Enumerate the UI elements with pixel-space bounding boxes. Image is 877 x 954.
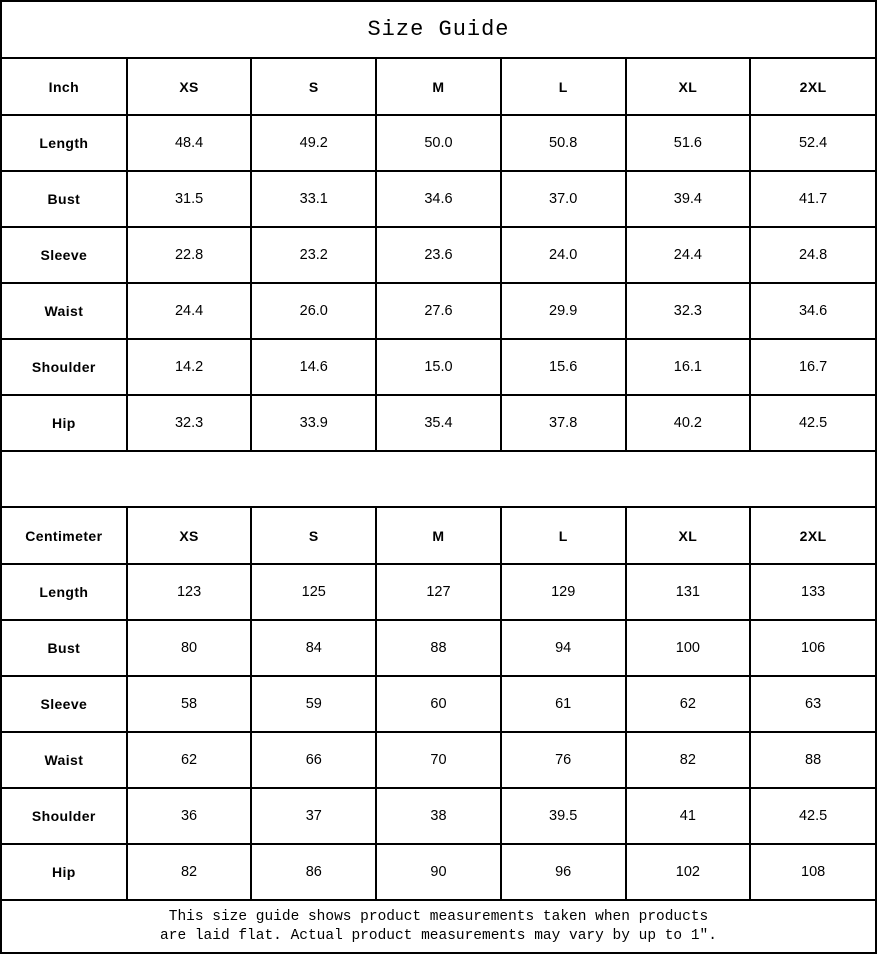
page-title: Size Guide <box>2 2 875 59</box>
table-row <box>2 283 875 339</box>
value-cell: 16.1 <box>626 339 751 395</box>
value-cell: 80 <box>127 620 252 676</box>
table-row <box>2 844 875 900</box>
value-cell: 37.8 <box>501 395 626 451</box>
size-header-cell: S <box>251 508 376 564</box>
measurement-disclaimer <box>2 901 875 952</box>
row-label-cell: Shoulder <box>2 339 127 395</box>
value-cell: 41.7 <box>750 171 875 227</box>
value-cell: 23.6 <box>376 227 501 283</box>
value-cell: 39.4 <box>626 171 751 227</box>
table-row <box>2 395 875 451</box>
value-cell: 84 <box>251 620 376 676</box>
value-cell: 34.6 <box>376 171 501 227</box>
value-cell: 129 <box>501 564 626 620</box>
value-cell: 123 <box>127 564 252 620</box>
value-cell: 100 <box>626 620 751 676</box>
size-header-cell: M <box>376 59 501 115</box>
value-cell: 59 <box>251 676 376 732</box>
value-cell: 60 <box>376 676 501 732</box>
size-header-cell: XL <box>626 508 751 564</box>
value-cell: 94 <box>501 620 626 676</box>
size-header-row <box>2 508 875 564</box>
value-cell: 33.9 <box>251 395 376 451</box>
size-header-cell: XL <box>626 59 751 115</box>
value-cell: 90 <box>376 844 501 900</box>
value-cell: 86 <box>251 844 376 900</box>
unit-header-cell: Inch <box>2 59 127 115</box>
row-label-cell: Bust <box>2 171 127 227</box>
row-label-cell: Hip <box>2 395 127 451</box>
value-cell: 82 <box>626 732 751 788</box>
value-cell: 50.8 <box>501 115 626 171</box>
value-cell: 34.6 <box>750 283 875 339</box>
value-cell: 76 <box>501 732 626 788</box>
size-header-cell: 2XL <box>750 508 875 564</box>
value-cell: 26.0 <box>251 283 376 339</box>
value-cell: 133 <box>750 564 875 620</box>
value-cell: 50.0 <box>376 115 501 171</box>
table-row <box>2 339 875 395</box>
value-cell: 82 <box>127 844 252 900</box>
size-header-cell: L <box>501 508 626 564</box>
value-cell: 39.5 <box>501 788 626 844</box>
value-cell: 52.4 <box>750 115 875 171</box>
value-cell: 31.5 <box>127 171 252 227</box>
value-cell: 106 <box>750 620 875 676</box>
value-cell: 14.2 <box>127 339 252 395</box>
value-cell: 66 <box>251 732 376 788</box>
value-cell: 49.2 <box>251 115 376 171</box>
value-cell: 88 <box>376 620 501 676</box>
table-row <box>2 676 875 732</box>
value-cell: 127 <box>376 564 501 620</box>
unit-header-cell: Centimeter <box>2 508 127 564</box>
row-label-cell: Bust <box>2 620 127 676</box>
value-cell: 88 <box>750 732 875 788</box>
value-cell: 131 <box>626 564 751 620</box>
value-cell: 61 <box>501 676 626 732</box>
centimeter-size-table <box>2 508 875 901</box>
value-cell: 40.2 <box>626 395 751 451</box>
value-cell: 37 <box>251 788 376 844</box>
size-header-cell: S <box>251 59 376 115</box>
row-label-cell: Length <box>2 115 127 171</box>
value-cell: 16.7 <box>750 339 875 395</box>
value-cell: 41 <box>626 788 751 844</box>
value-cell: 15.6 <box>501 339 626 395</box>
value-cell: 96 <box>501 844 626 900</box>
value-cell: 62 <box>127 732 252 788</box>
value-cell: 48.4 <box>127 115 252 171</box>
size-header-cell: M <box>376 508 501 564</box>
disclaimer-line-1: This size guide shows product measurements taken when products <box>168 908 709 925</box>
value-cell: 33.1 <box>251 171 376 227</box>
table-row <box>2 788 875 844</box>
value-cell: 38 <box>376 788 501 844</box>
row-label-cell: Sleeve <box>2 676 127 732</box>
table-row <box>2 227 875 283</box>
value-cell: 51.6 <box>626 115 751 171</box>
size-header-cell: XS <box>127 508 252 564</box>
table-row <box>2 115 875 171</box>
value-cell: 102 <box>626 844 751 900</box>
value-cell: 24.4 <box>127 283 252 339</box>
row-label-cell: Hip <box>2 844 127 900</box>
row-label-cell: Sleeve <box>2 227 127 283</box>
size-header-cell: 2XL <box>750 59 875 115</box>
table-spacer <box>2 452 875 508</box>
table-row <box>2 620 875 676</box>
row-label-cell: Shoulder <box>2 788 127 844</box>
value-cell: 22.8 <box>127 227 252 283</box>
disclaimer-line-2: are laid flat. Actual product measurements may vary by up to 1″. <box>160 927 717 944</box>
value-cell: 37.0 <box>501 171 626 227</box>
value-cell: 24.0 <box>501 227 626 283</box>
value-cell: 15.0 <box>376 339 501 395</box>
size-header-cell: L <box>501 59 626 115</box>
row-label-cell: Length <box>2 564 127 620</box>
value-cell: 24.8 <box>750 227 875 283</box>
value-cell: 125 <box>251 564 376 620</box>
value-cell: 58 <box>127 676 252 732</box>
value-cell: 70 <box>376 732 501 788</box>
table-row <box>2 564 875 620</box>
row-label-cell: Waist <box>2 732 127 788</box>
row-label-cell: Waist <box>2 283 127 339</box>
value-cell: 42.5 <box>750 395 875 451</box>
value-cell: 32.3 <box>127 395 252 451</box>
value-cell: 29.9 <box>501 283 626 339</box>
value-cell: 63 <box>750 676 875 732</box>
value-cell: 27.6 <box>376 283 501 339</box>
table-row <box>2 171 875 227</box>
value-cell: 14.6 <box>251 339 376 395</box>
value-cell: 24.4 <box>626 227 751 283</box>
value-cell: 42.5 <box>750 788 875 844</box>
value-cell: 35.4 <box>376 395 501 451</box>
value-cell: 32.3 <box>626 283 751 339</box>
table-row <box>2 732 875 788</box>
size-header-row <box>2 59 875 115</box>
value-cell: 23.2 <box>251 227 376 283</box>
size-header-cell: XS <box>127 59 252 115</box>
inch-size-table <box>2 59 875 452</box>
value-cell: 62 <box>626 676 751 732</box>
value-cell: 36 <box>127 788 252 844</box>
value-cell: 108 <box>750 844 875 900</box>
